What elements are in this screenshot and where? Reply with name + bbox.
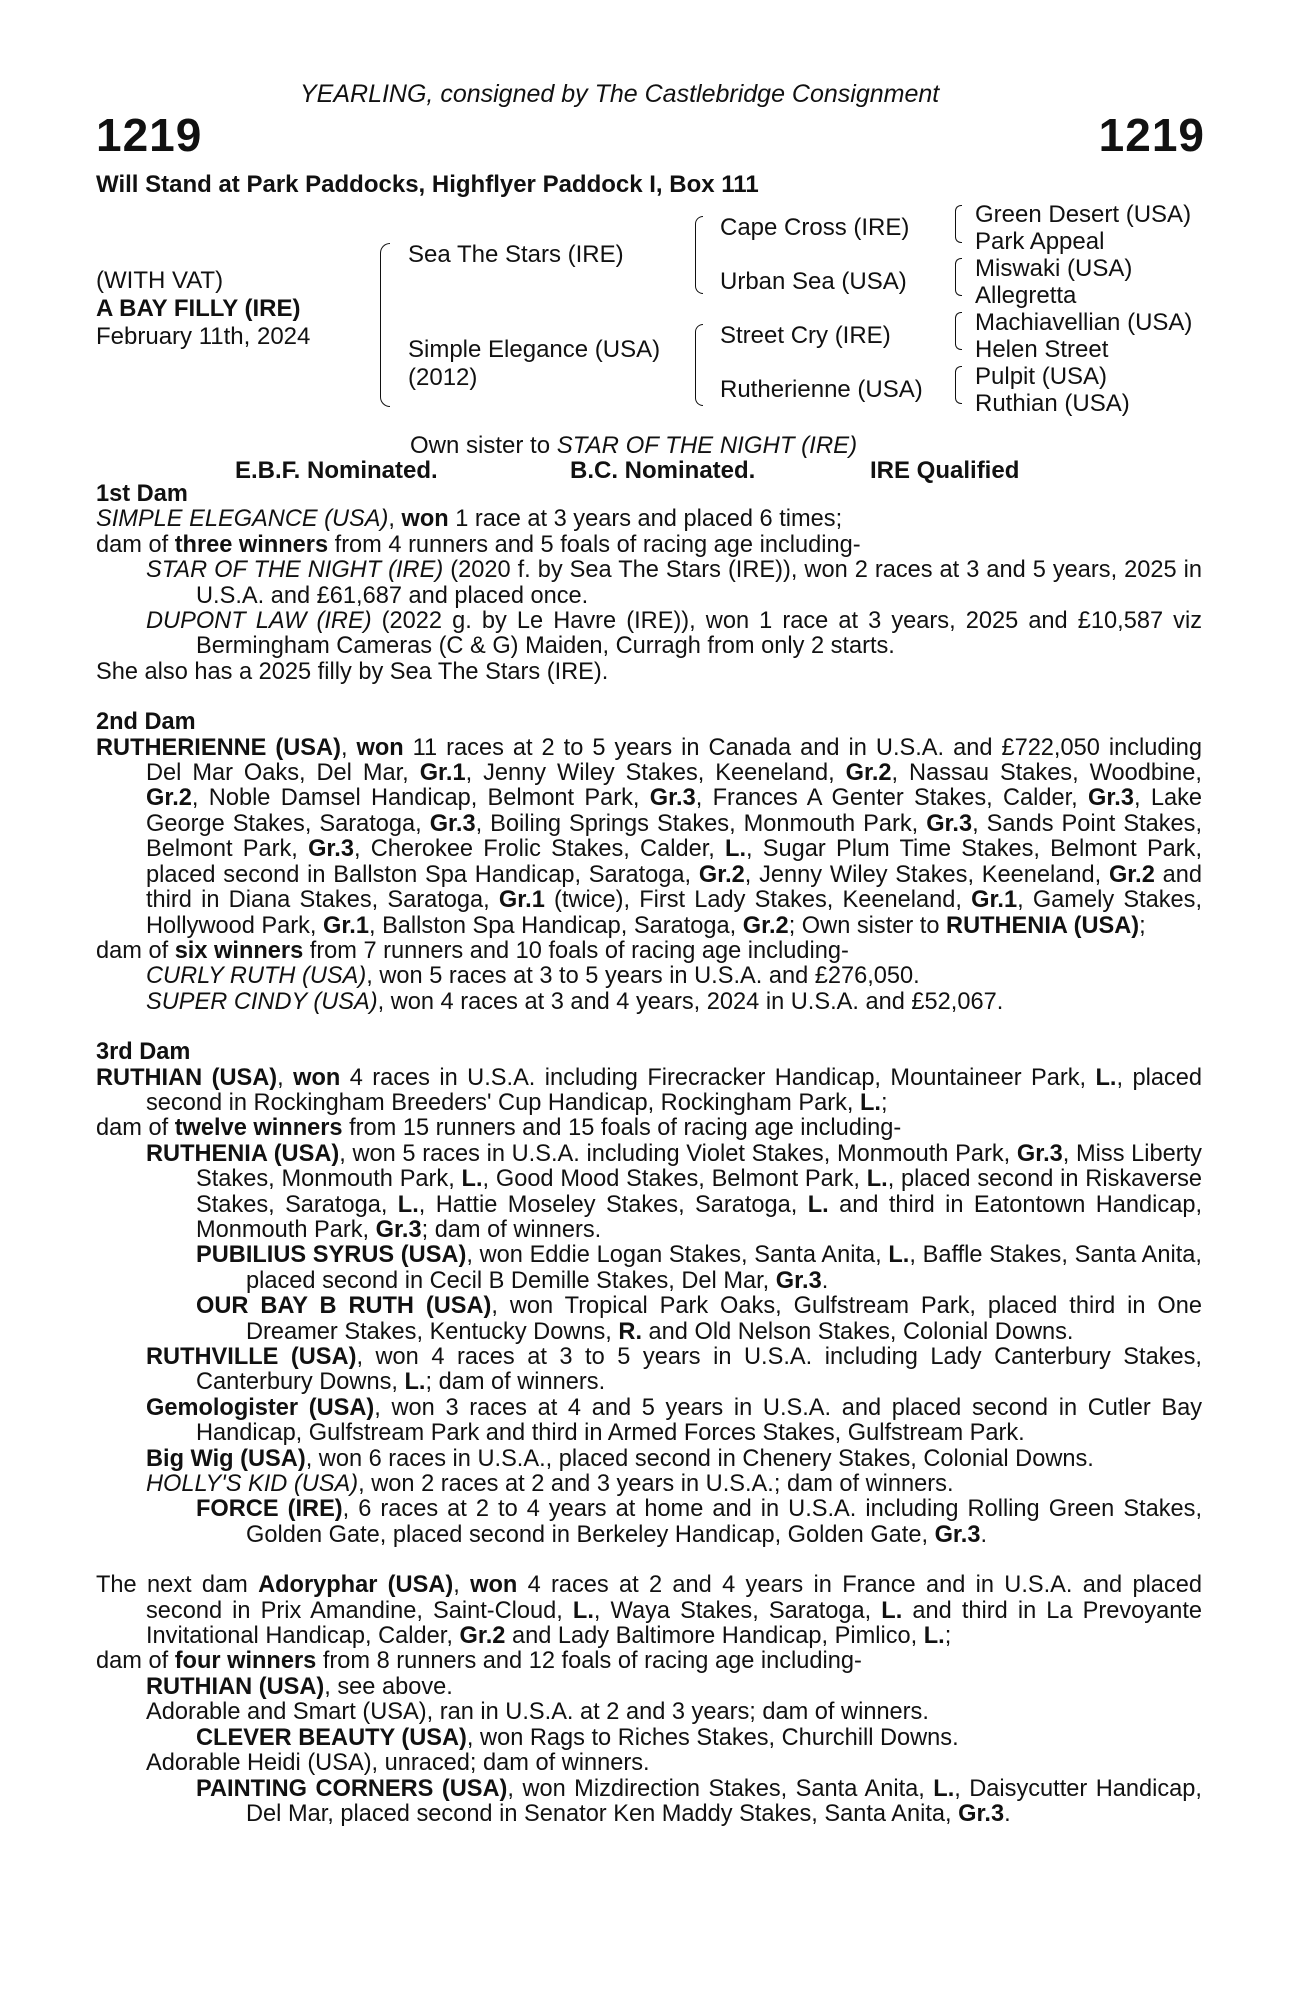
first-dam-foal-note: She also has a 2025 filly by Sea The Stars (IRE).: [96, 658, 609, 685]
pedigree-sdd: Allegretta: [975, 282, 1077, 309]
pedigree-dam-sire: Street Cry (IRE): [720, 322, 891, 349]
pedigree-sds: Miswaki (USA): [975, 255, 1133, 282]
pedigree-sire: Sea The Stars (IRE): [408, 241, 624, 268]
second-dam-progeny-1: CURLY RUTH (USA), won 5 races at 3 to 5 years in U.S.A. and £276,050.: [146, 963, 920, 990]
second-dam-produce-line: dam of six winners from 7 runners and 10 foals of racing age including-: [96, 937, 849, 964]
third-dam-heading: 3rd Dam: [96, 1039, 191, 1066]
next-dam-produce-line: dam of four winners from 8 runners and 12 foals of racing age including-: [96, 1648, 862, 1675]
catalogue-page-body: [96, 482, 1202, 1827]
next-dam-progeny-adorable-smart: Adorable and Smart (USA), ran in U.S.A. at 2 and 3 years; dam of winners.: [146, 1699, 929, 1726]
pedigree-ssd: Park Appeal: [975, 228, 1105, 255]
third-dam-record: RUTHIAN (USA), won 4 races in U.S.A. including Firecracker Handicap, Mountaineer Park, L., placed second in Rockingham Breeders' Cup Handicap, Rockingham Park, L.;: [96, 1064, 1202, 1116]
third-dam-produce-line: dam of twelve winners from 15 runners and 15 foals of racing age including-: [96, 1115, 902, 1142]
next-dam-progeny-adorable-heidi: Adorable Heidi (USA), unraced; dam of winners.: [146, 1750, 650, 1777]
next-dam-record: The next dam Adoryphar (USA), won 4 races at 2 and 4 years in France and in U.S.A. and placed second in Prix Amandine, Saint-Cloud, L., Waya Stakes, Saratoga, L. and third in La Prevoyante Invitational Handicap, Calder, Gr.2 and Lady Baltimore Handicap, Pimlico, L.;: [96, 1572, 1202, 1650]
lot-number-left: 1219: [96, 109, 203, 161]
third-dam-grandprogeny-ourbay: OUR BAY B RUTH (USA), won Tropical Park Oaks, Gulfstream Park, placed third in One Dreamer Stakes, Kentucky Downs, R. and Old Nelson Stakes, Colonial Downs.: [196, 1293, 1202, 1345]
pedigree-brace-ds: [955, 312, 962, 350]
third-dam-grandprogeny-force: FORCE (IRE), 6 races at 2 to 4 years at home and in U.S.A. including Rolling Green Stakes, Golden Gate, placed second in Berkeley Handicap, Golden Gate, Gr.3.: [196, 1496, 1202, 1548]
first-dam-progeny-2: DUPONT LAW (IRE) (2022 g. by Le Havre (IRE)), won 1 race at 3 years, 2025 and £10,587 viz Bermingham Cameras (C & G) Maiden, Curragh from only 2 starts.: [146, 608, 1202, 660]
next-dam-progeny-ruthian: RUTHIAN (USA), see above.: [146, 1673, 453, 1700]
own-sister-note: Own sister to STAR OF THE NIGHT (IRE): [410, 432, 858, 459]
ebf-nominated: E.B.F. Nominated.: [235, 457, 438, 484]
pedigree-sire-dam: Urban Sea (USA): [720, 268, 907, 295]
second-dam-progeny-2: SUPER CINDY (USA), won 4 races at 3 and 4 years, 2024 in U.S.A. and £52,067.: [146, 988, 1004, 1015]
next-dam-grandprogeny-clever-beauty: CLEVER BEAUTY (USA), won Rags to Riches Stakes, Churchill Downs.: [196, 1724, 959, 1751]
pedigree-brace-dam: [695, 324, 703, 406]
first-dam-line: SIMPLE ELEGANCE (USA), won 1 race at 3 years and placed 6 times;: [96, 506, 843, 533]
horse-name: A BAY FILLY (IRE): [96, 295, 301, 322]
first-dam-heading: 1st Dam: [96, 481, 188, 507]
pedigree-sire-sire: Cape Cross (IRE): [720, 214, 910, 241]
first-dam-progeny-1: STAR OF THE NIGHT (IRE) (2020 f. by Sea The Stars (IRE)), won 2 races at 3 and 5 years, 2025 in U.S.A. and £61,687 and placed once.: [146, 557, 1203, 609]
next-dam-grandprogeny-painting-corners: PAINTING CORNERS (USA), won Mizdirection Stakes, Santa Anita, L., Daisycutter Handicap, Del Mar, placed second in Senator Ken Maddy Stakes, Santa Anita, Gr.3.: [196, 1775, 1202, 1827]
pedigree-dam-year: (2012): [408, 364, 478, 391]
bc-nominated: B.C. Nominated.: [570, 457, 756, 484]
third-dam-progeny-bigwig: Big Wig (USA), won 6 races in U.S.A., placed second in Chenery Stakes, Colonial Downs.: [146, 1445, 1094, 1472]
first-dam-produce-line: dam of three winners from 4 runners and 5 foals of racing age including-: [96, 531, 861, 558]
pedigree-dss: Machiavellian (USA): [975, 309, 1193, 336]
third-dam-progeny-ruthville: RUTHVILLE (USA), won 4 races at 3 to 5 years in U.S.A. including Lady Canterbury Stakes, Canterbury Downs, L.; dam of winners.: [146, 1344, 1202, 1396]
third-dam-grandprogeny-pubilius: PUBILIUS SYRUS (USA), won Eddie Logan Stakes, Santa Anita, L., Baffle Stakes, Santa Anita, placed second in Cecil B Demille Stakes, Del Mar, Gr.3.: [196, 1242, 1202, 1294]
third-dam-progeny-gemologister: Gemologister (USA), won 3 races at 4 and 5 years in U.S.A. and placed second in Cutler Bay Handicap, Gulfstream Park and third in Armed Forces Stakes, Gulfstream Park.: [146, 1394, 1202, 1447]
pedigree-dam: Simple Elegance (USA): [408, 336, 661, 363]
pedigree-brace-ss: [955, 205, 962, 243]
second-dam-record: RUTHERIENNE (USA), won 11 races at 2 to 5 years in Canada and in U.S.A. and £722,050 including Del Mar Oaks, Del Mar, Gr.1, Jenny Wiley Stakes, Keeneland, Gr.2, Nassau Stakes, Woodbine, Gr.2, Noble Damsel Handicap, Belmont Park, Gr.3, Frances A Genter Stakes, Calder, Gr.3, Lake George Stakes, Saratoga, Gr.3, Boiling Springs Stakes, Monmouth Park, Gr.3, Sands Point Stakes, Belmont Park, Gr.3, Cherokee Frolic Stakes, Calder, L., Sugar Plum Time Stakes, Belmont Park, placed second in Ballston Spa Handicap, Saratoga, Gr.2, Jenny Wiley Stakes, Keeneland, Gr.2 and third in Diana Stakes, Saratoga, Gr.1 (twice), First Lady Stakes, Keeneland, Gr.1, Gamely Stakes, Hollywood Park, Gr.1, Ballston Spa Handicap, Saratoga, Gr.2; Own sister to RUTHENIA (USA);: [96, 734, 1203, 939]
pedigree-dsd: Helen Street: [975, 336, 1109, 363]
pedigree-brace-dd: [955, 366, 962, 404]
third-dam-progeny-hollys-kid: HOLLY'S KID (USA), won 2 races at 2 and 3 years in U.S.A.; dam of winners.: [146, 1471, 954, 1498]
pedigree-brace-sd: [955, 258, 962, 296]
pedigree-dam-dam: Rutherienne (USA): [720, 376, 923, 403]
pedigree-dds: Pulpit (USA): [975, 363, 1108, 390]
second-dam-heading: 2nd Dam: [96, 709, 196, 736]
pedigree-ddd: Ruthian (USA): [975, 390, 1130, 417]
lot-number-right: 1219: [1098, 109, 1205, 161]
third-dam-progeny-ruthenia: RUTHENIA (USA), won 5 races in U.S.A. including Violet Stakes, Monmouth Park, Gr.3, Miss Liberty Stakes, Monmouth Park, L., Good Mood Stakes, Belmont Park, L., placed second in Riskaverse Stakes, Saratoga, L., Hattie Moseley Stakes, Saratoga, L. and third in Eatontown Handicap, Monmouth Park, Gr.3; dam of winners.: [146, 1140, 1202, 1243]
vat-label: (WITH VAT): [96, 267, 224, 294]
pedigree-brace-sire: [695, 216, 703, 294]
pedigree-brace-main: [380, 243, 390, 407]
foaling-date: February 11th, 2024: [96, 323, 311, 350]
ire-qualified: IRE Qualified: [870, 457, 1020, 484]
stable-location: Will Stand at Park Paddocks, Highflyer Paddock I, Box 111: [96, 171, 759, 198]
pedigree-sss: Green Desert (USA): [975, 201, 1192, 228]
consignor-line: YEARLING, consigned by The Castlebridge Consignment: [300, 80, 940, 108]
